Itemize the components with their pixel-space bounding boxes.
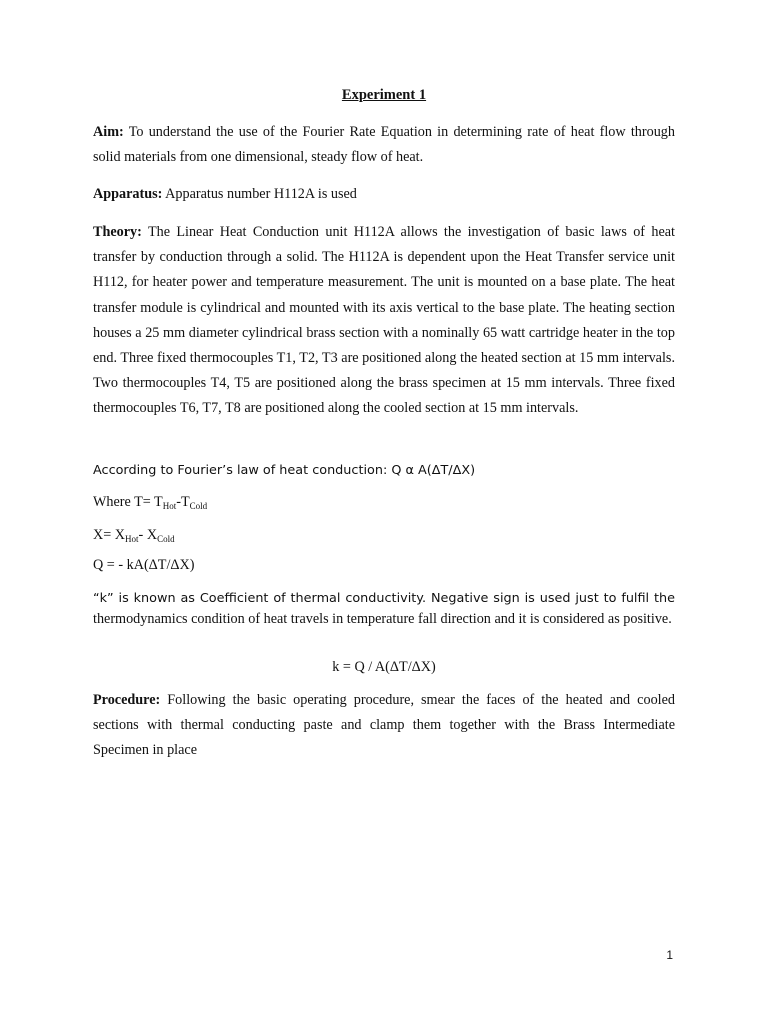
k-definition-text-2: thermodynamics condition of heat travels in temperature fall direction and it is considered as positive. bbox=[93, 611, 672, 627]
x-def-prefix: X= X bbox=[93, 527, 126, 543]
procedure-label: Procedure: bbox=[93, 692, 161, 708]
x-definition-line bbox=[93, 527, 175, 544]
where-t-mid: -T bbox=[176, 494, 190, 510]
x-def-sub-cold: Cold bbox=[157, 534, 175, 544]
theory-text: The Linear Heat Conduction unit H112A allows the investigation of basic laws of heat transfer by conduction through a solid. The H112A is dependent upon the Heat Transfer service unit H112, for heater power and temperature measurement. The unit is mounted on a base plate. The heat transfer module is cylindrical and mounted with its axis vertical to the base plate. The heating section houses a 25 mm diameter cylindrical brass section with a nominally 65 watt cartridge heater in the top end. Three fixed thermocouples T1, T2, T3 are positioned along the heated section at 15 mm intervals. Two thermocouples T4, T5 are positioned along the brass specimen at 15 mm intervals. Three fixed thermocouples T6, T7, T8 are positioned along the cooled section at 15 mm intervals. bbox=[93, 224, 675, 417]
page-number: 1 bbox=[666, 948, 673, 962]
page-title: Experiment 1 bbox=[341, 87, 427, 103]
theory-label: Theory: bbox=[93, 224, 142, 240]
x-def-sub-hot: Hot bbox=[125, 534, 139, 544]
q-equation: Q = - kA(ΔT/ΔX) bbox=[93, 557, 195, 573]
procedure-text: Following the basic operating procedure, smear the faces of the heated and cooled sections with thermal conducting paste and clamp them together with the Brass Intermediate Specimen in place bbox=[93, 692, 675, 759]
fourier-law-line bbox=[93, 462, 475, 479]
theory-paragraph bbox=[93, 220, 675, 422]
x-def-mid: - X bbox=[138, 527, 158, 543]
where-t-prefix: Where T= T bbox=[93, 494, 163, 510]
apparatus-paragraph bbox=[93, 182, 675, 207]
fourier-law-formula: Q α A(ΔT/ΔX) bbox=[391, 463, 476, 478]
apparatus-label: Apparatus: bbox=[93, 186, 163, 202]
procedure-paragraph bbox=[93, 688, 675, 764]
aim-label: Aim: bbox=[93, 124, 124, 140]
k-definition-paragraph bbox=[93, 588, 675, 630]
fourier-law-text: According to Fourier’s law of heat conduction: bbox=[93, 463, 392, 478]
k-equation: k = Q / A(ΔT/ΔX) bbox=[332, 659, 436, 675]
where-t-sub-cold: Cold bbox=[189, 501, 208, 511]
aim-text: To understand the use of the Fourier Rate Equation in determining rate of heat flow through solid materials from one dimensional, steady flow of heat. bbox=[93, 124, 675, 166]
aim-paragraph bbox=[93, 120, 675, 170]
where-t-line bbox=[93, 494, 207, 511]
apparatus-text: Apparatus number H112A is used bbox=[162, 186, 357, 202]
k-definition-text-1: “k” is known as Coefficient of thermal conductivity. Negative sign is used just to fulfil the bbox=[93, 591, 675, 606]
where-t-sub-hot: Hot bbox=[162, 501, 177, 511]
